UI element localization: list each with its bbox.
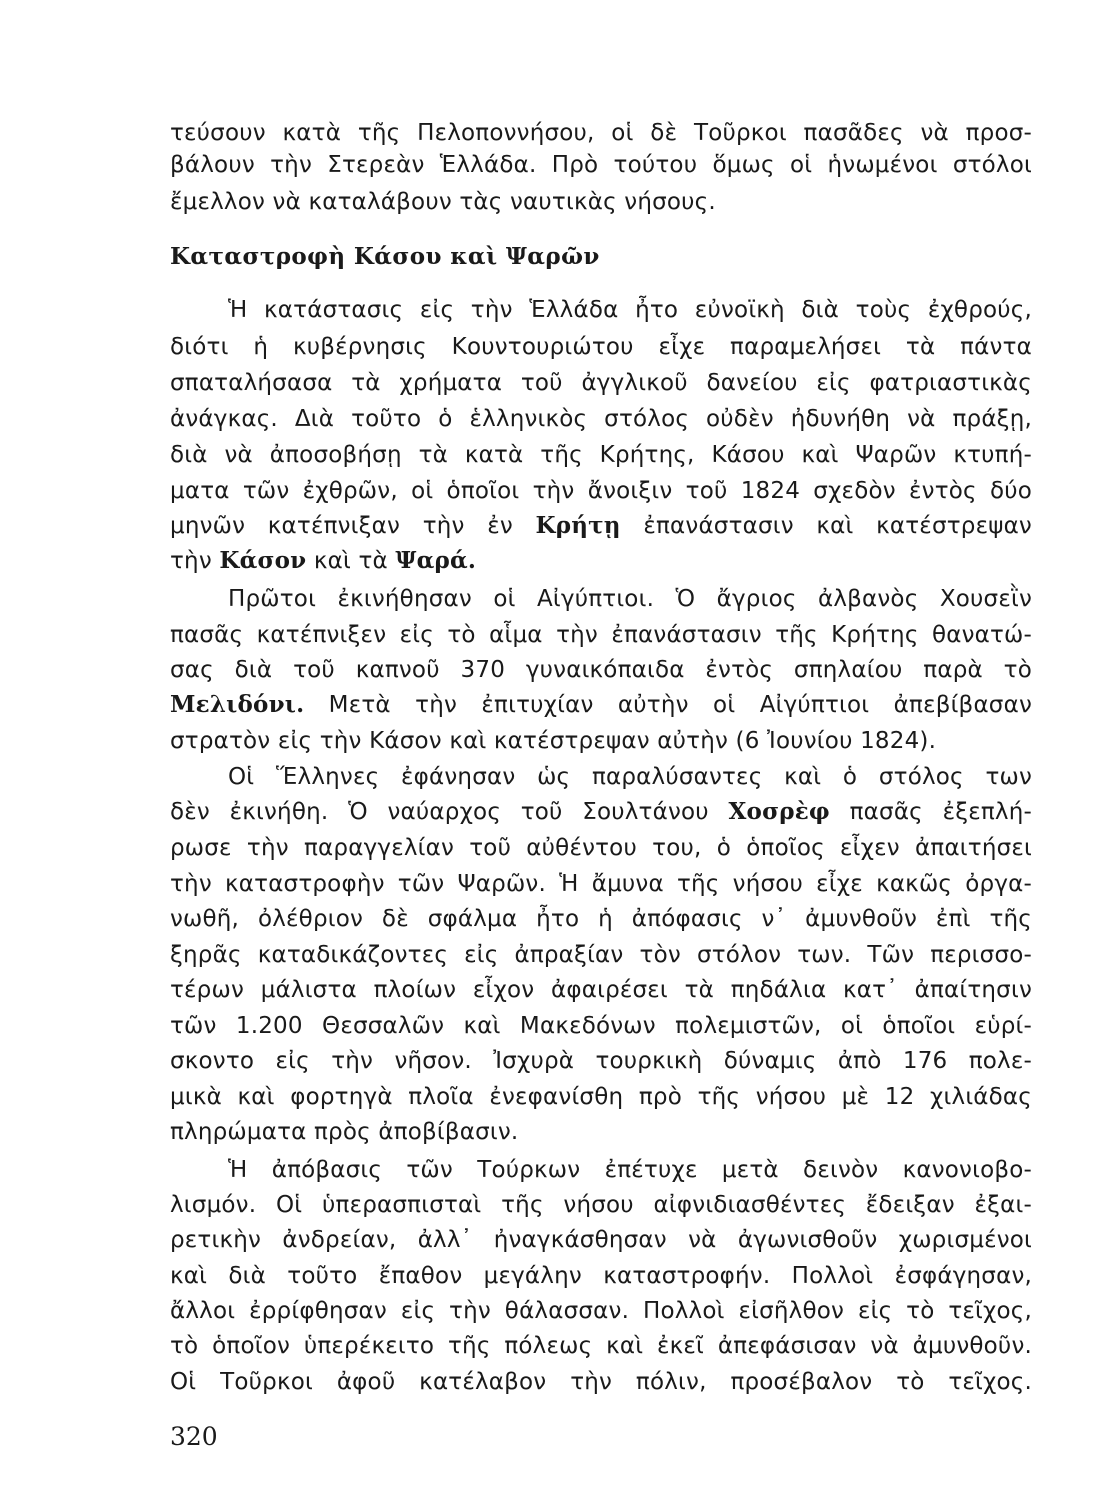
text-run: Μετὰ τὴν ἐπιτυχίαν αὐτὴν οἱ Αἰγύπτιοι ἀπεβίβασαν — [304, 692, 1032, 718]
text-line — [170, 690, 1032, 720]
text-line: ρωσε τὴν παραγγελίαν τοῦ αὐθέντου του, ὁ ὁποῖος εἶχεν ἀπαιτήσει — [170, 835, 1032, 861]
text-run: ἐπανάστασιν καὶ κατέστρεψαν — [620, 513, 1032, 539]
text-line: πληρώματα πρὸς ἀποβίβασιν. — [170, 1119, 519, 1145]
text-line: σας διὰ τοῦ καπνοῦ 370 γυναικόπαιδα ἐντὸς σπηλαίου παρὰ τὸ — [170, 657, 1032, 683]
text-line: λισμόν. Οἱ ὑπερασπισταὶ τῆς νήσου αἰφνιδιασθέντες ἔδειξαν ἐξαι- — [170, 1192, 1032, 1218]
text-line: σκοντο εἰς τὴν νῆσον. Ἰσχυρὰ τουρκικὴ δύναμις ἀπὸ 176 πολε- — [170, 1048, 1032, 1074]
text-line: τεύσουν κατὰ τῆς Πελοποννήσου, οἱ δὲ Τοῦρκοι πασᾶδες νὰ προσ- — [170, 120, 1032, 146]
text-line: ματα τῶν ἐχθρῶν, οἱ ὁποῖοι τὴν ἄνοιξιν τοῦ 1824 σχεδὸν ἐντὸς δύο — [170, 478, 1032, 504]
text-line: ρετικὴν ἀνδρείαν, ἀλλ᾽ ἠναγκάσθησαν νὰ ἀγωνισθοῦν χωρισμένοι — [170, 1227, 1032, 1253]
text-line — [170, 546, 1032, 576]
text-line — [170, 511, 1032, 541]
page-number: 320 — [170, 1422, 218, 1451]
text-line: πασᾶς κατέπνιξεν εἰς τὸ αἷμα τὴν ἐπανάστασιν τῆς Κρήτης θανατώ- — [170, 622, 1032, 648]
text-line: σπαταλήσασα τὰ χρήματα τοῦ ἀγγλικοῦ δανείου εἰς φατριαστικὰς — [170, 370, 1032, 396]
text-line: νωθῆ, ὀλέθριον δὲ σφάλμα ἦτο ἡ ἀπόφασις ν᾽ ἀμυνθοῦν ἐπὶ τῆς — [170, 906, 1032, 932]
text-line: βάλουν τὴν Στερεὰν Ἑλλάδα. Πρὸ τούτου ὅμως οἱ ἡνωμένοι στόλοι — [170, 152, 1032, 178]
text-line: Πρῶτοι ἐκινήθησαν οἱ Αἰγύπτιοι. Ὁ ἄγριος ἀλβανὸς Χουσεῒν — [228, 586, 1032, 612]
text-run: δὲν ἐκινήθη. Ὁ ναύαρχος τοῦ Σουλτάνου — [170, 799, 729, 825]
text-line — [170, 797, 1032, 827]
text-line: ἔμελλον νὰ καταλάβουν τὰς ναυτικὰς νήσους. — [170, 189, 716, 215]
text-line: ξηρᾶς καταδικάζοντες εἰς ἀπραξίαν τὸν στόλον των. Τῶν περισσο- — [170, 942, 1032, 968]
text-line: στρατὸν εἰς τὴν Κάσον καὶ κατέστρεψαν αὐτὴν (6 Ἰουνίου 1824). — [170, 728, 937, 754]
text-run: καὶ τὰ — [306, 548, 396, 574]
text-line: Οἱ Τοῦρκοι ἀφοῦ κατέλαβον τὴν πόλιν, προσέβαλον τὸ τεῖχος. — [170, 1369, 1032, 1395]
text-line: Ἡ ἀπόβασις τῶν Τούρκων ἐπέτυχε μετὰ δεινὸν κανονιοβο- — [228, 1157, 1032, 1183]
bold-term-chosref: Χοσρὲφ — [728, 798, 830, 825]
bold-term-kasos: Κάσον — [219, 547, 307, 574]
text-line: τὸ ὁποῖον ὑπερέκειτο τῆς πόλεως καὶ ἐκεῖ ἀπεφάσισαν νὰ ἀμυνθοῦν. — [170, 1333, 1032, 1359]
text-line: διὰ νὰ ἀποσοβήσῃ τὰ κατὰ τῆς Κρήτης, Κάσου καὶ Ψαρῶν κτυπή- — [170, 442, 1032, 468]
text-run: μηνῶν κατέπνιξαν τὴν ἐν — [170, 513, 536, 539]
text-line: Οἱ Ἕλληνες ἐφάνησαν ὡς παραλύσαντες καὶ ὁ στόλος των — [228, 764, 1032, 790]
text-line: ἄλλοι ἐρρίφθησαν εἰς τὴν θάλασσαν. Πολλοὶ εἰσῆλθον εἰς τὸ τεῖχος, — [170, 1298, 1032, 1324]
bold-term-krete: Κρήτῃ — [535, 512, 621, 539]
text-line: τῶν 1.200 Θεσσαλῶν καὶ Μακεδόνων πολεμιστῶν, οἱ ὁποῖοι εὑρί- — [170, 1013, 1032, 1039]
text-line: Ἡ κατάστασις εἰς τὴν Ἑλλάδα ἦτο εὐνοϊκὴ διὰ τοὺς ἐχθρούς, — [228, 297, 1032, 323]
bold-term-melidoni: Μελιδόνι. — [170, 691, 305, 718]
bold-term-psara: Ψαρά. — [395, 547, 477, 574]
text-line: διότι ἡ κυβέρνησις Κουντουριώτου εἶχε παραμελήσει τὰ πάντα — [170, 334, 1032, 360]
text-line: ἀνάγκας. Διὰ τοῦτο ὁ ἑλληνικὸς στόλος οὐδὲν ἠδυνήθη νὰ πράξῃ, — [170, 406, 1032, 432]
text-line: τὴν καταστροφὴν τῶν Ψαρῶν. Ἡ ἄμυνα τῆς νήσου εἶχε κακῶς ὀργα- — [170, 871, 1032, 897]
section-heading: Καταστροφὴ Κάσου καὶ Ψαρῶν — [170, 243, 600, 270]
text-line: καὶ διὰ τοῦτο ἔπαθον μεγάλην καταστροφήν. Πολλοὶ ἐσφάγησαν, — [170, 1263, 1032, 1289]
text-line: τέρων μάλιστα πλοίων εἶχον ἀφαιρέσει τὰ πηδάλια κατ᾽ ἀπαίτησιν — [170, 977, 1032, 1003]
text-run: τὴν — [170, 548, 220, 574]
text-run: πασᾶς ἐξεπλή- — [829, 799, 1032, 825]
text-line: μικὰ καὶ φορτηγὰ πλοῖα ἐνεφανίσθη πρὸ τῆς νήσου μὲ 12 χιλιάδας — [170, 1084, 1032, 1110]
